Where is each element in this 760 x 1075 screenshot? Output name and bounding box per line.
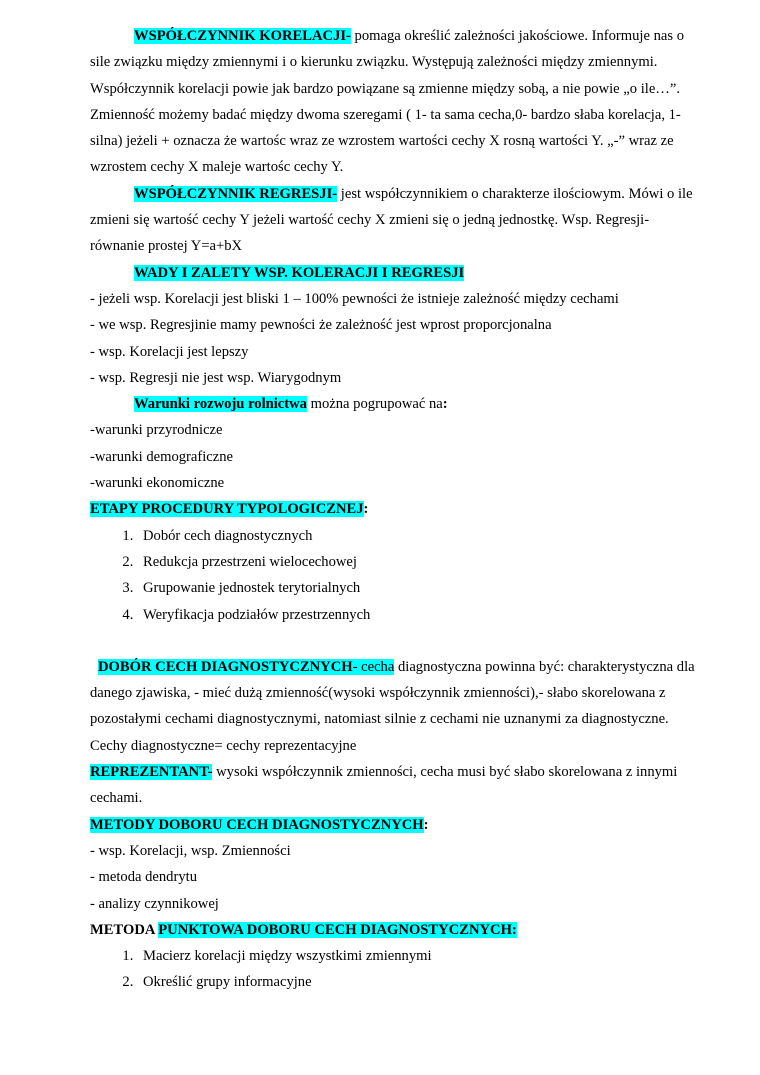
feature-selection-text: diagnostyczna powinna być: charakterystyczna dla danego zjawiska, - mieć dużą zmienność(wysoki współczynnik zmienności),- słabo skorelowana z pozostałymi cechami diagnostycznymi, natomiast silnie z cechami nie uznanymi za diagnostyczne. xyxy=(90,658,695,728)
methods-line: - metoda dendrytu xyxy=(90,869,197,886)
regression-text: jest współczynnikiem o charakterze ilościowym. Mówi o ile zmieni się wartość cechy Y jeżeli wartość cechy X zmieni się o jedną jednostkę. Wsp. Regresji- równanie prostej Y=a+bX xyxy=(90,185,693,255)
list-item: 1. Macierz korelacji między wszystkimi zmiennymi xyxy=(137,943,702,969)
representative-paragraph xyxy=(90,759,702,812)
pros-cons-heading: WADY I ZALETY WSP. KOLERACJI I REGRESJI xyxy=(134,264,465,281)
document-content xyxy=(90,23,702,996)
point-method-prefix: METODA xyxy=(90,921,159,938)
regression-paragraph xyxy=(90,181,702,260)
agriculture-line: -warunki ekonomiczne xyxy=(90,475,225,492)
methods-heading: METODY DOBORU CECH DIAGNOSTYCZNYCH xyxy=(90,816,424,833)
typology-heading: ETAPY PROCEDURY TYPOLOGICZNEJ xyxy=(90,501,364,518)
typology-colon: : xyxy=(363,501,369,518)
correlation-paragraph xyxy=(90,23,702,181)
methods-heading-line xyxy=(90,812,702,838)
methods-line: - wsp. Korelacji, wsp. Zmienności xyxy=(90,842,291,859)
methods-colon: : xyxy=(423,816,429,833)
list-item: 1. Dobór cech diagnostycznych xyxy=(137,523,702,549)
representative-heading: REPREZENTANT- xyxy=(90,764,213,781)
agriculture-line: -warunki demograficzne xyxy=(90,448,234,465)
agriculture-line: -warunki przyrodnicze xyxy=(90,422,223,439)
correlation-text: pomaga określić zależności jakościowe. Informuje nas o sile związku między zmiennymi i o kierunku związku. Występują zależności między zmiennymi. Współczynnik korelacji powie jak bardzo powiązane są zmienne między sobą, a nie powie „o ile…”. Zmienność możemy badać między dwoma szeregami ( 1- ta sama cecha,0- bardzo słaba korelacja, 1- silna) jeżeli + oznacza że wartośc wraz ze wzrostem wartości cechy X rosną wartości Y. „-” wraz ze wzrostem cechy X maleje wartośc cechy Y. xyxy=(90,28,685,176)
regression-heading: WSPÓŁCZYNNIK REGRESJI- xyxy=(134,185,338,202)
feature-selection-hl-tail: - cecha xyxy=(352,658,395,675)
typology-heading-line xyxy=(90,496,702,522)
correlation-heading: WSPÓŁCZYNNIK KORELACJI- xyxy=(134,28,351,44)
pros-cons-heading-line xyxy=(90,260,702,286)
typology-steps-list xyxy=(90,523,702,628)
point-method-heading-line xyxy=(90,917,702,943)
feature-selection-paragraph xyxy=(90,654,702,733)
agriculture-paragraph xyxy=(90,391,702,417)
list-item: 3. Grupowanie jednostek terytorialnych xyxy=(137,575,702,601)
point-method-heading: PUNKTOWA DOBORU CECH DIAGNOSTYCZNYCH: xyxy=(158,921,517,938)
pros-cons-line: - wsp. Korelacji jest lepszy xyxy=(90,343,249,360)
agriculture-text: można pogrupować na xyxy=(306,396,443,413)
feature-selection-heading: DOBÓR CECH DIAGNOSTYCZNYCH xyxy=(98,658,353,675)
feature-selection-line: Cechy diagnostyczne= cechy reprezentacyjne xyxy=(90,737,357,754)
point-method-list xyxy=(90,943,702,996)
agriculture-colon: : xyxy=(442,396,448,413)
list-item: 4. Weryfikacja podziałów przestrzennych xyxy=(137,602,702,628)
methods-line: - analizy czynnikowej xyxy=(90,895,219,912)
pros-cons-line: - wsp. Regresji nie jest wsp. Wiarygodnym xyxy=(90,369,342,386)
pros-cons-line: - we wsp. Regresjinie mamy pewności że zależność jest wprost proporcjonalna xyxy=(90,317,552,334)
blank-line xyxy=(90,628,702,654)
list-item: 2. Określić grupy informacyjne xyxy=(137,969,702,995)
list-item: 2. Redukcja przestrzeni wielocechowej xyxy=(137,549,702,575)
pros-cons-line: - jeżeli wsp. Korelacji jest bliski 1 – 100% pewności że istnieje zależność między cechami xyxy=(90,290,619,307)
agriculture-heading: Warunki rozwoju rolnictwa xyxy=(134,396,307,413)
representative-text: wysoki współczynnik zmienności, cecha musi być słabo skorelowana z innymi cechami. xyxy=(90,764,678,807)
